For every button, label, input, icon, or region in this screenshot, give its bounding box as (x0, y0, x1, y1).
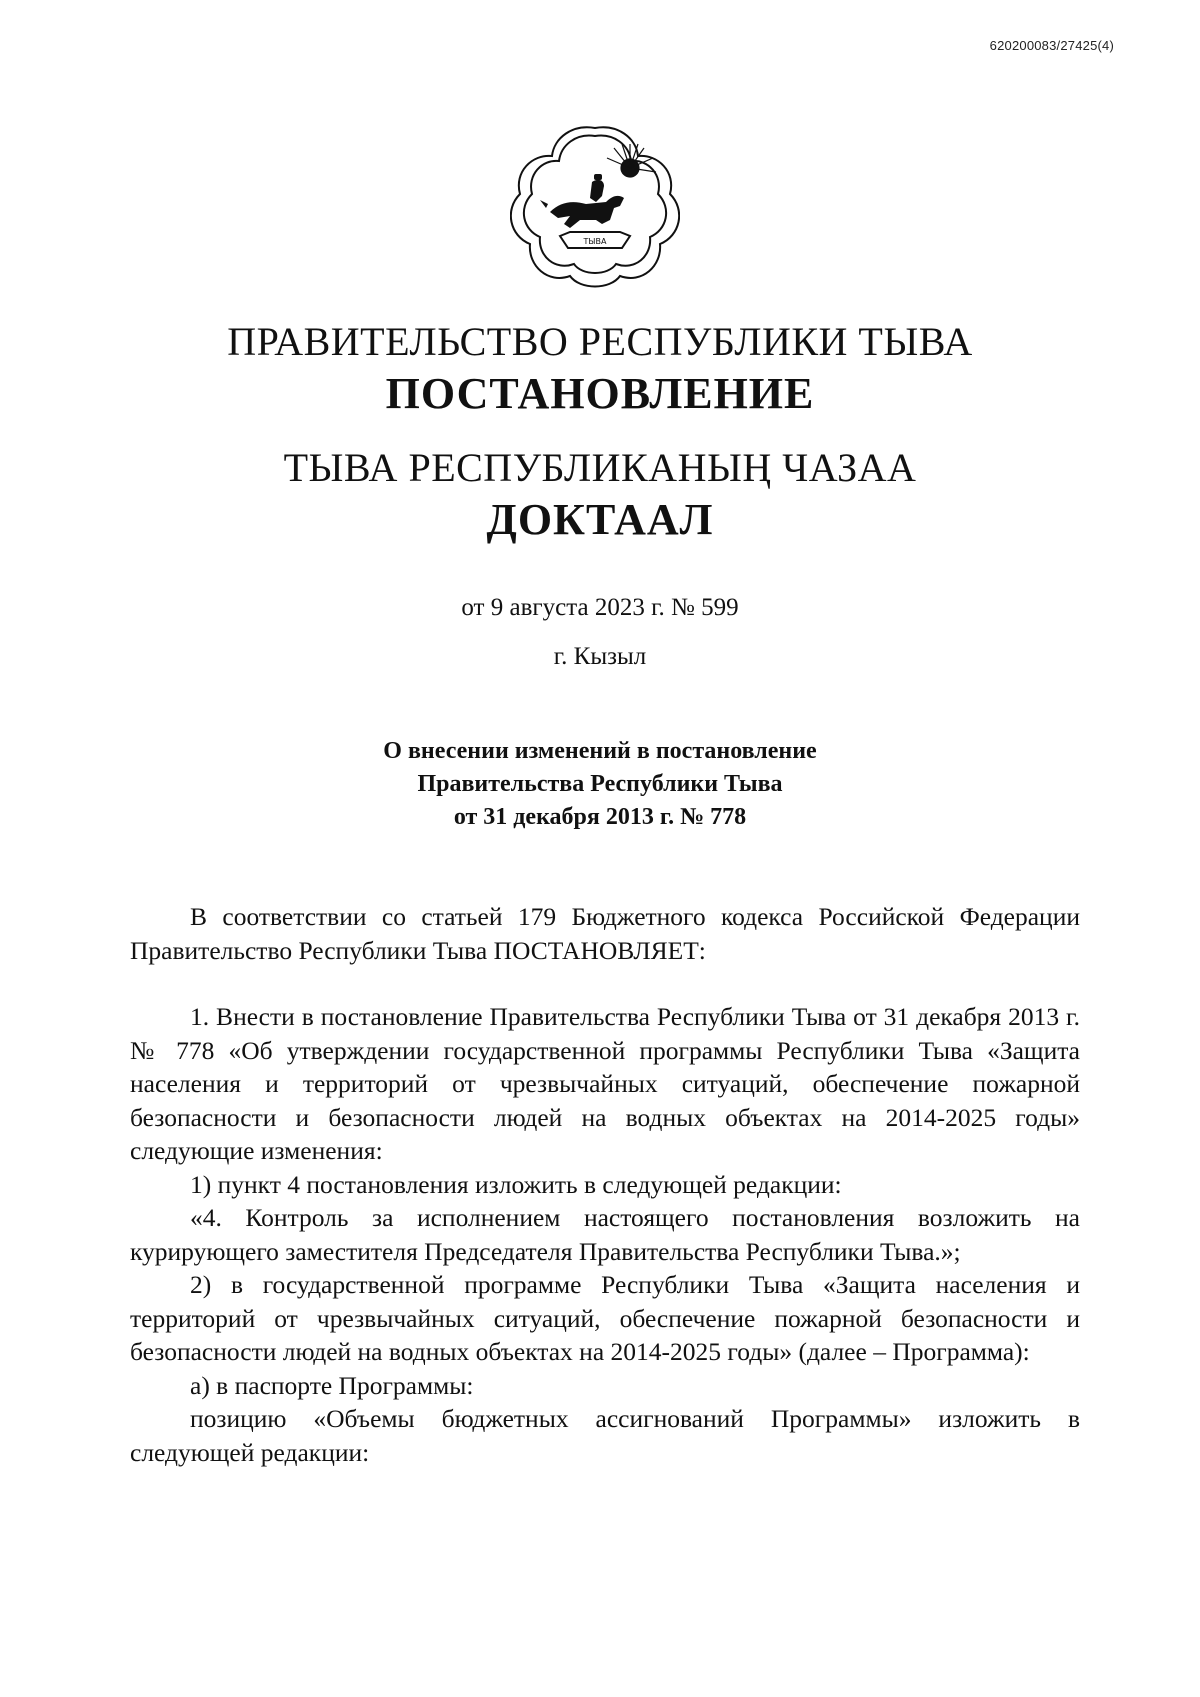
tuva-coat-of-arms-icon (510, 120, 680, 290)
document-type-ru: ПОСТАНОВЛЕНИЕ (385, 369, 815, 418)
body-paragraph: позицию «Объемы бюджетных ассигнований Программы» изложить в следующей редакции: (130, 1404, 1080, 1467)
subject-line: Правительства Республики Тыва (417, 771, 783, 797)
document-date-number: от 9 августа 2023 г. № 599 (461, 594, 739, 621)
body-paragraph: «4. Контроль за исполнением настоящего постановления возложить на курирующего заместителя Председателя Правительства Республики Тыва.»; (130, 1203, 1080, 1266)
document-registration-number: 620200083/27425(4) (989, 38, 1114, 53)
document-body (130, 900, 1080, 1469)
subject-line: О внесении изменений в постановление (383, 738, 817, 764)
emblem-ribbon-text: ТЫВА (583, 237, 607, 246)
body-paragraph: 1) пункт 4 постановления изложить в следующей редакции: (190, 1169, 842, 1199)
government-title-ru: ПРАВИТЕЛЬСТВО РЕСПУБЛИКИ ТЫВА (227, 319, 973, 364)
document-subject (0, 735, 1200, 834)
body-paragraph: а) в паспорте Программы: (190, 1370, 474, 1400)
document-type-tyv: ДОКТААЛ (486, 495, 714, 544)
body-paragraph: 1. Внести в постановление Правительства Республики Тыва от 31 декабря 2013 г. № 778 «Об утверждении государственной программы Республики Тыва «Защита населения и территорий от чрезвычайных ситуаций, обеспечение пожарной безопасности и безопасности людей на водных объектах на 2014-2025 годы» следующие изменения: (130, 1002, 1080, 1165)
government-title-tyv: ТЫВА РЕСПУБЛИКАНЫҢ ЧАЗАА (283, 445, 917, 490)
body-paragraph: В соответствии со статьей 179 Бюджетного кодекса Российской Федерации Правительство Республики Тыва ПОСТАНОВЛЯЕТ: (130, 902, 1080, 965)
body-paragraph: 2) в государственной программе Республики Тыва «Защита населения и территорий от чрезвычайных ситуаций, обеспечение пожарной безопасности и безопасности людей на водных объектах на 2014-2025 годы» (далее – Программа): (130, 1270, 1080, 1366)
document-city: г. Кызыл (553, 643, 647, 670)
subject-line: от 31 декабря 2013 г. № 778 (453, 804, 747, 830)
